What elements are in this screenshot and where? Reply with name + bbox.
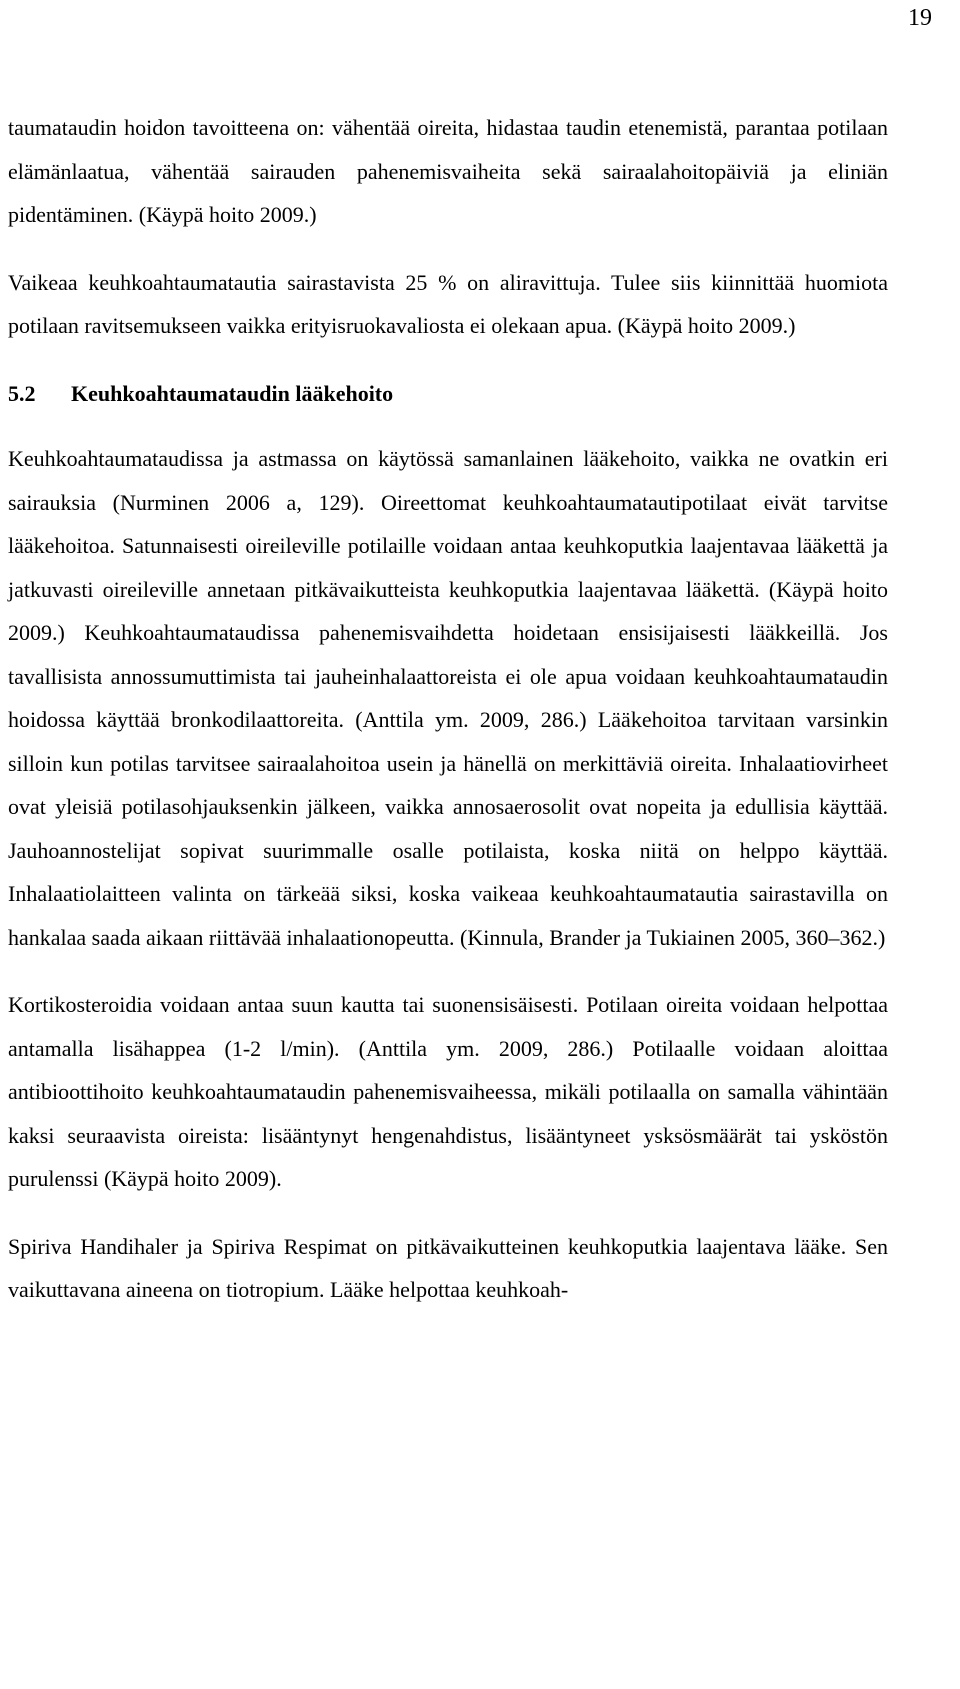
paragraph-treatment-goals: taumataudin hoidon tavoitteena on: vähentää oireita, hidastaa taudin etenemistä, parantaa potilaan elämänlaatua, vähentää sairauden pahenemisvaiheita sekä sairaalahoitopäiviä ja eliniän pidentäminen. (Käypä hoito 2009.) [8, 115, 888, 227]
section-title: Keuhkoahtaumataudin lääkehoito [71, 380, 394, 406]
section-number: 5.2 [8, 380, 36, 406]
page-number: 19 [908, 5, 932, 31]
paragraph-malnutrition: Vaikeaa keuhkoahtaumatautia sairastavista 25 % on aliravittuja. Tulee siis kiinnittää huomiota potilaan ravitsemukseen vaikka erityisruokavaliosta ei olekaan apua. (Käypä hoito 2009.) [8, 269, 888, 338]
paragraph-corticosteroids: Kortikosteroidia voidaan antaa suun kautta tai suonensisäisesti. Potilaan oireita voidaan helpottaa antamalla lisähappea (1-2 l/min). (Anttila ym. 2009, 286.) Potilaalle voidaan aloittaa antibioottihoito keuhkoahtaumataudin pahenemisvaiheessa, mikäli potilaalla on samalla vähintään kaksi seuraavista oireista: lisääntynyt hengenahdistus, lisääntyneet ysksösmäärät tai ysköstön purulenssi (Käypä hoito 2009). [8, 992, 888, 1191]
section-heading [8, 372, 888, 416]
document-body [8, 106, 888, 1312]
paragraph-medication: Keuhkoahtaumataudissa ja astmassa on käytössä samanlainen lääkehoito, vaikka ne ovatkin eri sairauksia (Nurminen 2006 a, 129). Oireettomat keuhkoahtaumatautipotilaat eivät tarvitse lääkehoitoa. Satunnaisesti oireileville potilaille voidaan antaa keuhkoputkia laajentavaa lääkettä ja jatkuvasti oireileville annetaan pitkävaikutteista keuhkoputkia laajentavaa lääkettä. (Käypä hoito 2009.) Keuhkoahtaumataudissa pahenemisvaihdetta hoidetaan ensisijaisesti lääkkeillä. Jos tavallisista annossumuttimista tai jauheinhalaattoreista ei ole apua voidaan keuhkoahtaumataudin hoidossa käyttää bronkodilaattoreita. (Anttila ym. 2009, 286.) Lääkehoitoa tarvitaan varsinkin silloin kun potilas tarvitsee sairaalahoitoa usein ja hänellä on merkittäviä oireita. Inhalaatiovirheet ovat yleisiä potilasohjauksenkin jälkeen, vaikka annosaerosolit ovat nopeita ja edullisia käyttää. Jauhoannostelijat sopivat suurimmalle osalle potilaista, koska niitä on helppo käyttää. Inhalaatiolaitteen valinta on tärkeää siksi, koska vaikeaa keuhkoahtaumatautia sairastavilla on hankalaa saada aikaan riittävää inhalaationopeutta. (Kinnula, Brander ja Tukiainen 2005, 360–362.) [8, 446, 888, 950]
paragraph-spiriva: Spiriva Handihaler ja Spiriva Respimat on pitkävaikutteinen keuhkoputkia laajentava lääke. Sen vaikuttavana aineena on tiotropium. Lääke helpottaa keuhkoah- [8, 1233, 888, 1302]
